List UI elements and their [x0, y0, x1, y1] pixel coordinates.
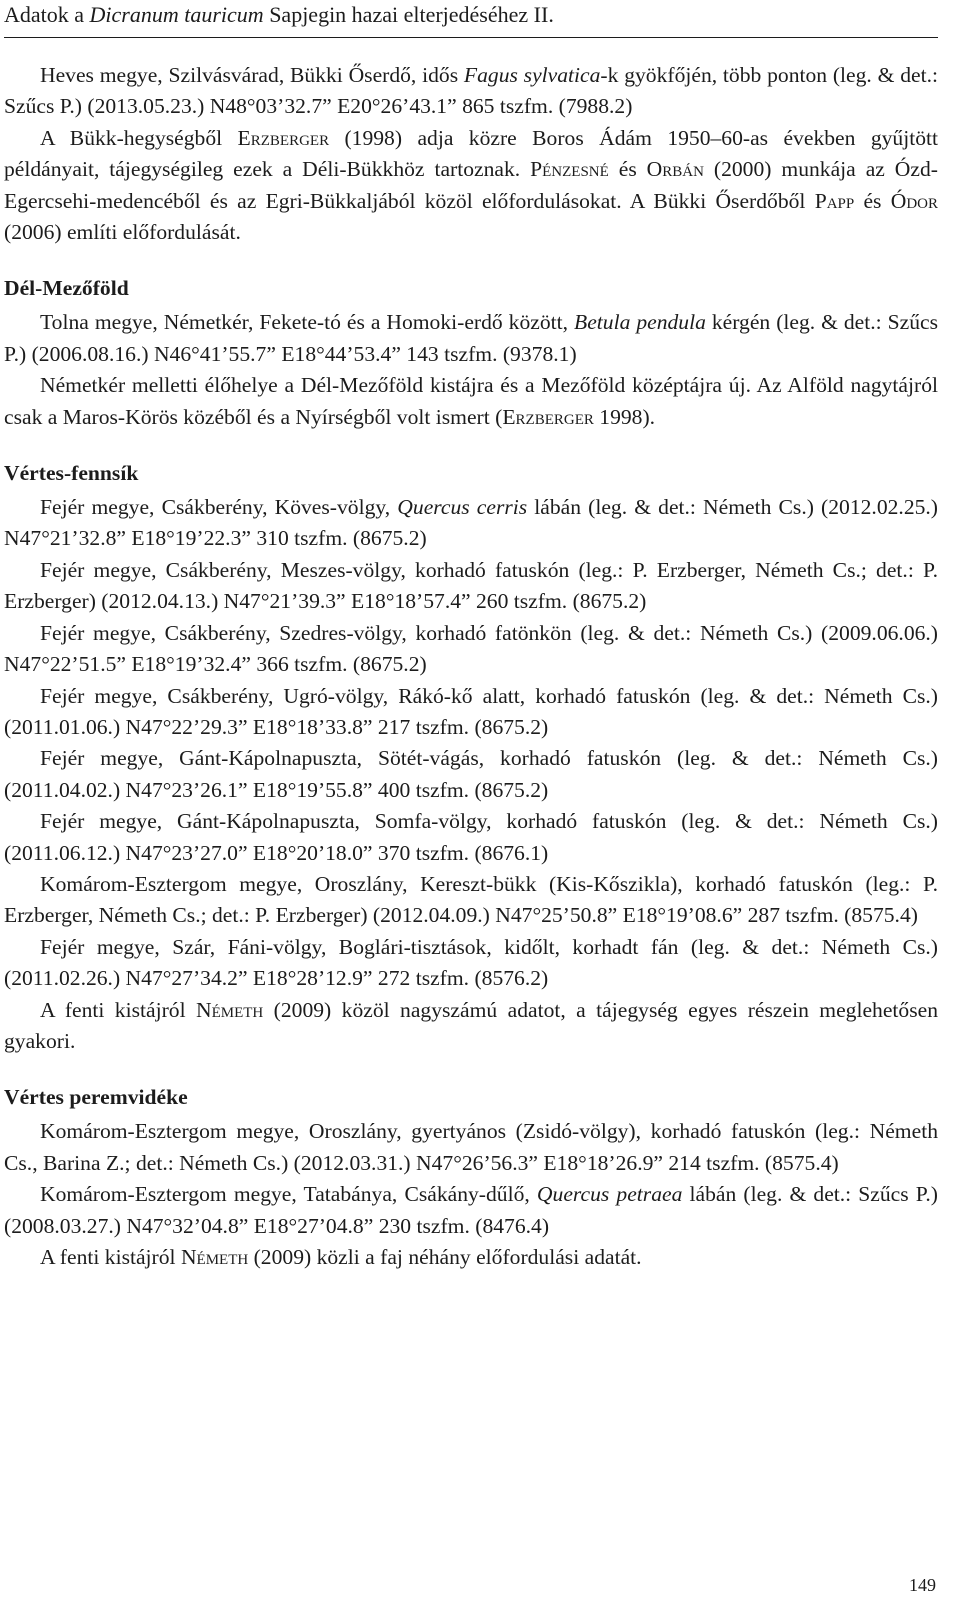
record-kereszt-bukk: Komárom-Esztergom megye, Oroszlány, Kereszt-bükk (Kis-Kőszikla), korhadó fatuskón (leg.: P. Erzberger, Németh Cs.; det.: P. Erzberger) (2012.04.09.) N47°25’50.8” E18°19’08.6” 287 tszfm. (8575.4) — [4, 871, 938, 928]
page-number: 149 — [909, 1575, 936, 1595]
header-title-species: Dicranum tauricum — [89, 2, 264, 27]
paragraph-text: (2006) említi előfordulását. — [4, 220, 241, 245]
note-text: (2009) közöl nagyszámú adatot, a tájegység egyes részein meglehetősen gyakori. — [4, 997, 938, 1053]
record-text: -k gyökfőjén, több ponton (leg. & det.: Szűcs P.) (2013.05.23.) N48°03’32.7” E20°26’43.1” 865 tszfm. (7988.2) — [4, 63, 938, 119]
note-text: A fenti kistájról — [40, 997, 196, 1022]
author-name: Pénzesné — [530, 157, 609, 182]
record-text: Komárom-Esztergom megye, Tatabánya, Csákány-dűlő, — [40, 1182, 537, 1207]
record-zsido-volgy: Komárom-Esztergom megye, Oroszlány, gyertyános (Zsidó-völgy), korhadó fatuskón (leg.: Németh Cs., Barina Z.; det.: Németh Cs.) (2012.03.31.) N47°26’56.3” E18°18’26.9” 214 tszfm. (8575.4) — [4, 1119, 938, 1175]
record-heves — [4, 60, 938, 123]
author-name: Ódor — [890, 188, 938, 213]
author-name: Németh — [196, 997, 264, 1022]
record-koves-volgy — [4, 492, 938, 555]
species-name: Fagus sylvatica — [463, 63, 601, 87]
running-header — [4, 2, 938, 28]
record-text: lábán (leg. & det.: Németh Cs.) (2012.02.25.) N47°21’32.8” E18°19’22.3” 310 tszfm. (8675.2) — [4, 495, 938, 551]
paragraph-bukk-literature — [4, 123, 938, 249]
record-fani-volgy: Fejér megye, Szár, Fáni-völgy, Boglári-tisztások, kidőlt, korhadt fán (leg. & det.: Németh Cs.) (2011.02.26.) N47°27’34.2” E18°28’12.9” 272 tszfm. (8576.2) — [4, 934, 938, 991]
paragraph-text: A Bükk-hegységből — [40, 125, 238, 150]
species-name: Quercus cerris — [397, 495, 528, 520]
record-text: Tolna megye, Németkér, Fekete-tó és a Homoki-erdő között, — [40, 310, 574, 335]
author-name: Németh — [180, 1245, 249, 1269]
record-nemetker — [4, 307, 938, 370]
article-body — [4, 60, 938, 1273]
paragraph-text: (2000) munkája az Ózd-Egercsehi-medencéből és az Egri-Bükkaljából közöl előfordulásokat. A Bükki Őserdőből — [4, 157, 938, 213]
header-rule — [4, 37, 938, 38]
author-name: Orbán — [646, 157, 704, 182]
author-name: Erzberger — [502, 404, 594, 429]
note-text: Németkér melletti élőhelye a Dél-Mezőföld kistájra és a Mezőföld középtájra új. Az Alföld nagytájról csak a Maros-Körös közéből és a Nyírségből volt ismert ( — [4, 373, 938, 429]
record-somfa-volgy: Fejér megye, Gánt-Kápolnapuszta, Somfa-völgy, korhadó fatuskón (leg. & det.: Németh Cs.) (2011.06.12.) N47°23’27.0” E18°20’18.0” 370 tszfm. (8676.1) — [4, 809, 938, 865]
paragraph-text: (1998) adja közre Boros Ádám 1950–60-as években gyűjtött példányait, tájegységileg ezek a Déli-Bükkhöz tartoznak. — [4, 125, 938, 182]
section-title-vertes-peremvideke: Vértes peremvidéke — [4, 1085, 188, 1110]
author-name: Erzberger — [237, 125, 330, 150]
record-szedres-volgy: Fejér megye, Csákberény, Szedres-völgy, korhadó fatönkön (leg. & det.: Németh Cs.) (2009.06.06.) N47°22’51.5” E18°19’32.4” 366 tszfm. (8675.2) — [4, 620, 938, 677]
paragraph-text: és — [608, 157, 647, 182]
section-title-vertes-fennsik: Vértes-fennsík — [4, 461, 139, 486]
header-title-prefix: Adatok a — [4, 2, 90, 27]
record-text: kérgén (leg. & det.: Szűcs P.) (2006.08.16.) N46°41’55.7” E18°44’53.4” 143 tszfm. (9378.1) — [4, 310, 938, 366]
species-name: Quercus petraea — [536, 1182, 683, 1207]
record-text: Fejér megye, Csákberény, Köves-völgy, — [40, 495, 398, 520]
header-title-suffix: Sapjegin hazai elterjedéséhez II. — [263, 2, 554, 27]
note-text: (2009) közli a faj néhány előfordulási adatát. — [248, 1245, 642, 1269]
author-name: Papp — [814, 188, 855, 213]
note-nemetker — [4, 370, 938, 433]
note-text: A fenti kistájról — [40, 1245, 181, 1269]
note-vertes-fennsik — [4, 995, 938, 1058]
record-sotet-vagas: Fejér megye, Gánt-Kápolnapuszta, Sötét-vágás, korhadó fatuskón (leg. & det.: Németh Cs.) (2011.04.02.) N47°23’26.1” E18°19’55.8” 400 tszfm. (8675.2) — [4, 746, 938, 802]
note-vertes-peremvideke — [4, 1242, 938, 1273]
section-title-del-mezofold: Dél-Mezőföld — [4, 276, 129, 301]
note-text: 1998). — [593, 404, 656, 429]
record-meszes-volgy: Fejér megye, Csákberény, Meszes-völgy, korhadó fatuskón (leg.: P. Erzberger, Németh Cs.; det.: P. Erzberger) (2012.04.13.) N47°21’39.3” E18°18’57.4” 260 tszfm. (8675.2) — [4, 557, 938, 614]
record-ugro-volgy: Fejér megye, Csákberény, Ugró-völgy, Rákó-kő alatt, korhadó fatuskón (leg. & det.: Németh Cs.) (2011.01.06.) N47°22’29.3” E18°18’33.8” 217 tszfm. (8675.2) — [4, 683, 938, 739]
record-text: Heves megye, Szilvásvárad, Bükki Őserdő, idős — [40, 63, 464, 87]
paragraph-text: és — [854, 188, 891, 213]
species-name: Betula pendula — [574, 310, 706, 335]
record-text: lábán (leg. & det.: Szűcs P.) (2008.03.27.) N47°32’04.8” E18°27’04.8” 230 tszfm. (8476.4) — [4, 1182, 939, 1238]
record-csakany-dulo — [4, 1179, 938, 1242]
